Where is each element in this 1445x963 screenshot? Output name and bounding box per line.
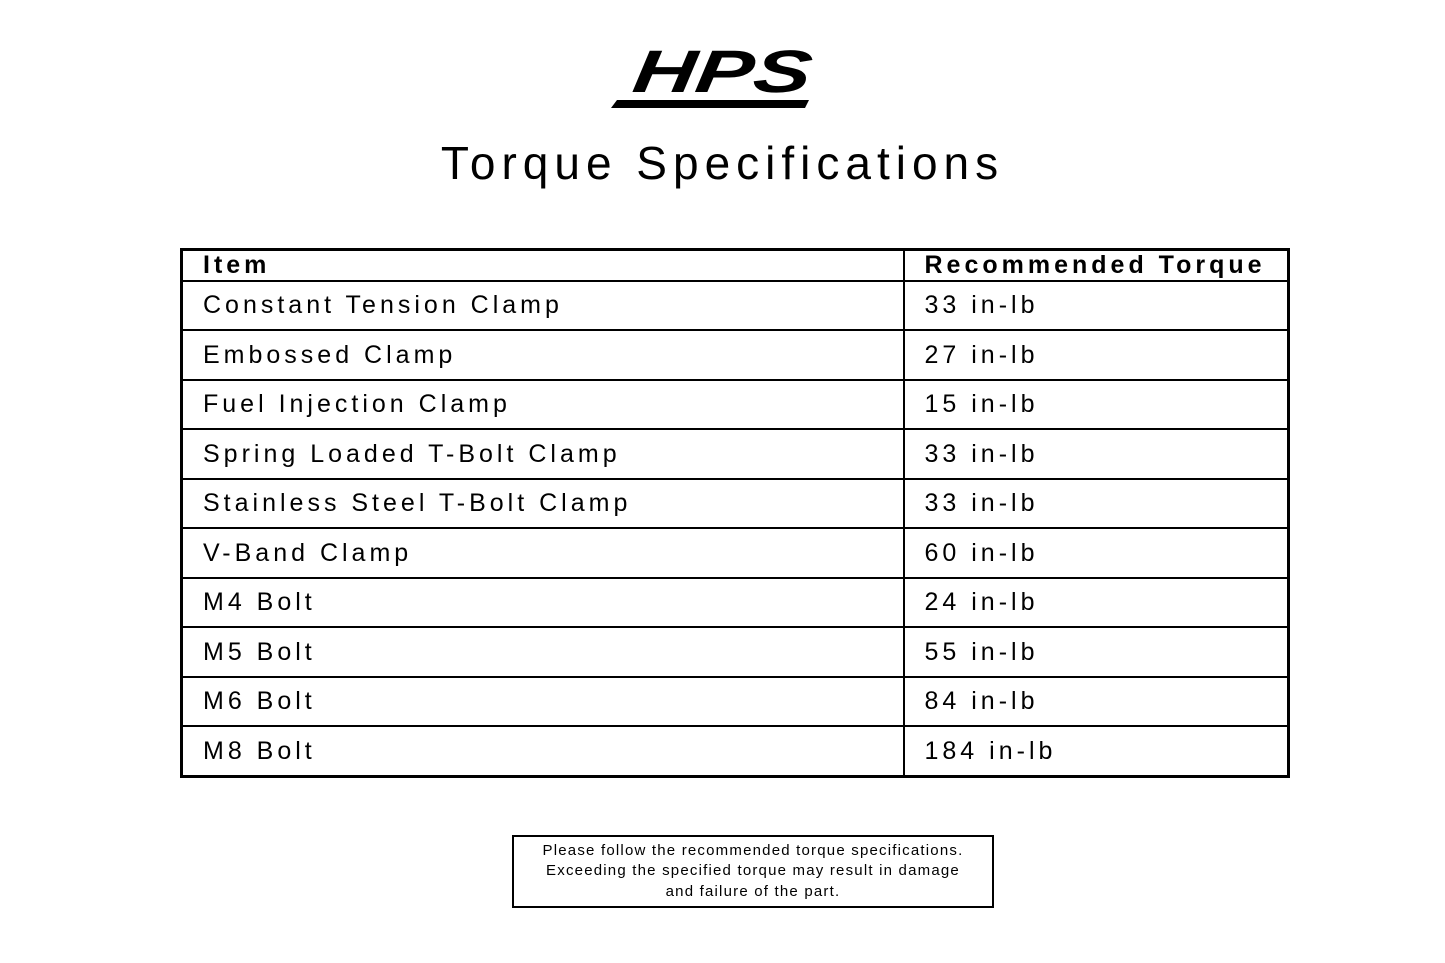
torque-cell: 33 in-lb xyxy=(904,429,1289,478)
item-cell: Fuel Injection Clamp xyxy=(182,380,904,429)
torque-cell: 55 in-lb xyxy=(904,627,1289,676)
table-row xyxy=(182,281,1289,330)
hps-logo-underline xyxy=(611,100,809,108)
item-cell: M5 Bolt xyxy=(182,627,904,676)
torque-cell: 27 in-lb xyxy=(904,330,1289,379)
table-row xyxy=(182,627,1289,676)
item-cell: M4 Bolt xyxy=(182,578,904,627)
table-row xyxy=(182,726,1289,776)
item-cell: Stainless Steel T-Bolt Clamp xyxy=(182,479,904,528)
torque-cell: 60 in-lb xyxy=(904,528,1289,577)
table-row xyxy=(182,677,1289,726)
item-cell: Spring Loaded T-Bolt Clamp xyxy=(182,429,904,478)
table-header-row xyxy=(182,250,1289,282)
torque-cell: 84 in-lb xyxy=(904,677,1289,726)
logo-container xyxy=(0,34,1445,120)
note-line: Exceeding the specified torque may result in damage xyxy=(546,862,960,880)
torque-cell: 24 in-lb xyxy=(904,578,1289,627)
page-title: Torque Specifications xyxy=(440,137,1005,189)
item-cell: Embossed Clamp xyxy=(182,330,904,379)
column-header-torque: Recommended Torque xyxy=(904,250,1289,282)
column-header-item: Item xyxy=(182,250,904,282)
table-row xyxy=(182,479,1289,528)
item-cell: M8 Bolt xyxy=(182,726,904,776)
note-line: and failure of the part. xyxy=(665,882,841,900)
item-cell: V-Band Clamp xyxy=(182,528,904,577)
note-line: Please follow the recommended torque specifications. xyxy=(542,841,964,859)
table-row xyxy=(182,429,1289,478)
torque-cell: 33 in-lb xyxy=(904,281,1289,330)
table-row xyxy=(182,578,1289,627)
torque-cell: 33 in-lb xyxy=(904,479,1289,528)
torque-cell: 15 in-lb xyxy=(904,380,1289,429)
item-cell: Constant Tension Clamp xyxy=(182,281,904,330)
table-row xyxy=(182,380,1289,429)
item-cell: M6 Bolt xyxy=(182,677,904,726)
table-row xyxy=(182,528,1289,577)
torque-spec-table xyxy=(180,248,1290,778)
torque-cell: 184 in-lb xyxy=(904,726,1289,776)
hps-logo-icon xyxy=(593,34,853,120)
table-row xyxy=(182,330,1289,379)
torque-table-body xyxy=(182,281,1289,777)
hps-logo-text: HPS xyxy=(628,37,762,105)
torque-warning-note xyxy=(512,835,994,908)
